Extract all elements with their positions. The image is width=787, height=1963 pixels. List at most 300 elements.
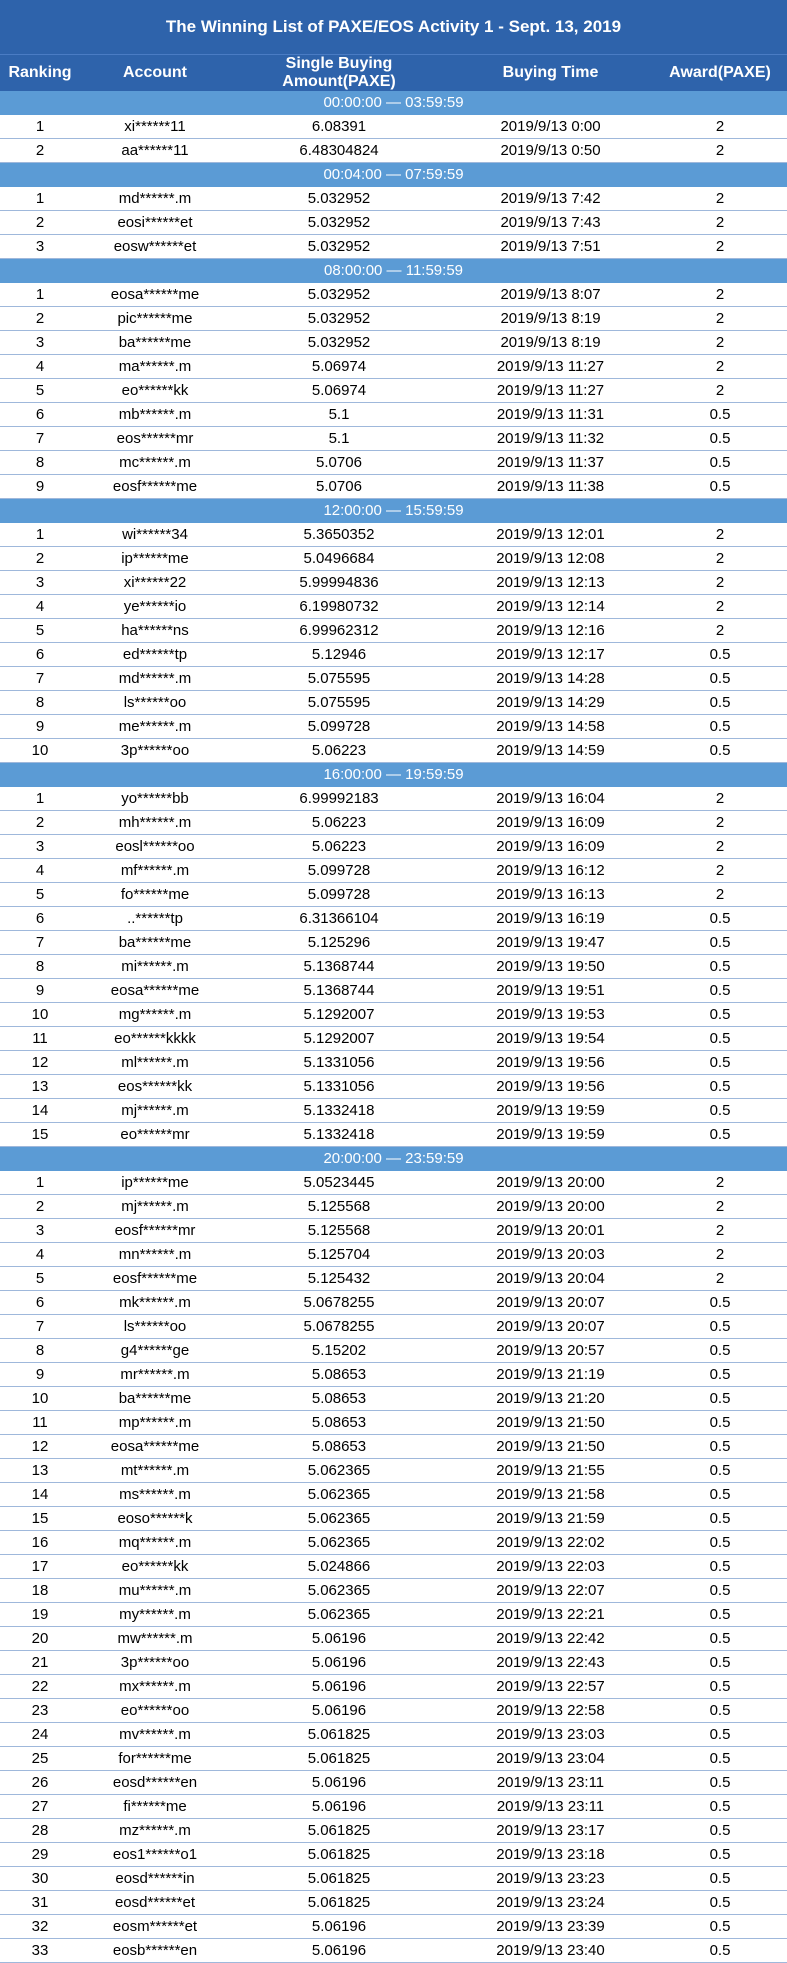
cell-account: wi******34 (80, 523, 230, 547)
cell-account: eos1******o1 (80, 1843, 230, 1867)
cell-award: 0.5 (653, 1291, 787, 1315)
table-row (0, 739, 787, 763)
table-row (0, 1699, 787, 1723)
table-row (0, 883, 787, 907)
cell-ranking: 5 (0, 1267, 80, 1291)
time-range-row (0, 91, 787, 115)
cell-amount: 5.06223 (230, 739, 448, 763)
cell-award: 2 (653, 1171, 787, 1195)
cell-account: me******.m (80, 715, 230, 739)
cell-account: mf******.m (80, 859, 230, 883)
cell-buying-time: 2019/9/13 16:09 (448, 835, 653, 859)
cell-ranking: 2 (0, 211, 80, 235)
cell-amount: 5.062365 (230, 1459, 448, 1483)
cell-account: mn******.m (80, 1243, 230, 1267)
cell-award: 0.5 (653, 1435, 787, 1459)
cell-amount: 5.032952 (230, 211, 448, 235)
cell-buying-time: 2019/9/13 20:01 (448, 1219, 653, 1243)
cell-award: 2 (653, 835, 787, 859)
cell-ranking: 25 (0, 1747, 80, 1771)
header-award: Award(PAXE) (653, 55, 787, 92)
cell-amount: 5.0678255 (230, 1291, 448, 1315)
table-row (0, 667, 787, 691)
cell-award: 0.5 (653, 1651, 787, 1675)
cell-account: ba******me (80, 331, 230, 355)
cell-buying-time: 2019/9/13 7:42 (448, 187, 653, 211)
table-row (0, 451, 787, 475)
cell-buying-time: 2019/9/13 12:08 (448, 547, 653, 571)
cell-amount: 5.06196 (230, 1795, 448, 1819)
cell-amount: 5.061825 (230, 1723, 448, 1747)
cell-account: mt******.m (80, 1459, 230, 1483)
cell-ranking: 7 (0, 931, 80, 955)
cell-buying-time: 2019/9/13 7:43 (448, 211, 653, 235)
cell-ranking: 18 (0, 1579, 80, 1603)
cell-account: eoso******k (80, 1507, 230, 1531)
cell-buying-time: 2019/9/13 12:14 (448, 595, 653, 619)
cell-buying-time: 2019/9/13 20:00 (448, 1171, 653, 1195)
cell-award: 0.5 (653, 931, 787, 955)
cell-amount: 5.06196 (230, 1771, 448, 1795)
cell-ranking: 1 (0, 787, 80, 811)
cell-ranking: 32 (0, 1915, 80, 1939)
table-row (0, 1123, 787, 1147)
table-row (0, 1891, 787, 1915)
cell-account: ma******.m (80, 355, 230, 379)
header-ranking: Ranking (0, 55, 80, 92)
cell-account: fo******me (80, 883, 230, 907)
cell-buying-time: 2019/9/13 8:07 (448, 283, 653, 307)
cell-ranking: 10 (0, 1003, 80, 1027)
cell-buying-time: 2019/9/13 14:58 (448, 715, 653, 739)
cell-account: eosm******et (80, 1915, 230, 1939)
table-row (0, 1507, 787, 1531)
cell-amount: 5.0706 (230, 451, 448, 475)
cell-buying-time: 2019/9/13 23:17 (448, 1819, 653, 1843)
cell-award: 0.5 (653, 955, 787, 979)
cell-award: 0.5 (653, 1603, 787, 1627)
cell-award: 2 (653, 523, 787, 547)
cell-buying-time: 2019/9/13 23:11 (448, 1771, 653, 1795)
cell-buying-time: 2019/9/13 23:40 (448, 1939, 653, 1963)
cell-buying-time: 2019/9/13 22:07 (448, 1579, 653, 1603)
cell-award: 0.5 (653, 1003, 787, 1027)
table-row (0, 979, 787, 1003)
cell-account: ye******io (80, 595, 230, 619)
cell-buying-time: 2019/9/13 16:13 (448, 883, 653, 907)
cell-amount: 5.032952 (230, 187, 448, 211)
cell-award: 2 (653, 1195, 787, 1219)
cell-amount: 5.06196 (230, 1627, 448, 1651)
cell-amount: 5.062365 (230, 1603, 448, 1627)
cell-ranking: 8 (0, 691, 80, 715)
cell-buying-time: 2019/9/13 19:56 (448, 1051, 653, 1075)
cell-buying-time: 2019/9/13 14:28 (448, 667, 653, 691)
cell-amount: 5.032952 (230, 283, 448, 307)
cell-account: eosf******me (80, 475, 230, 499)
cell-amount: 5.06974 (230, 355, 448, 379)
table-row (0, 115, 787, 139)
cell-account: md******.m (80, 187, 230, 211)
table-body (0, 91, 787, 1963)
cell-buying-time: 2019/9/13 20:03 (448, 1243, 653, 1267)
table-row (0, 235, 787, 259)
cell-award: 0.5 (653, 1027, 787, 1051)
cell-amount: 5.1368744 (230, 979, 448, 1003)
cell-buying-time: 2019/9/13 11:27 (448, 379, 653, 403)
cell-amount: 5.099728 (230, 883, 448, 907)
cell-award: 2 (653, 571, 787, 595)
cell-amount: 5.0706 (230, 475, 448, 499)
cell-award: 2 (653, 859, 787, 883)
cell-award: 0.5 (653, 1579, 787, 1603)
cell-amount: 5.1332418 (230, 1123, 448, 1147)
cell-buying-time: 2019/9/13 16:09 (448, 811, 653, 835)
cell-amount: 5.125568 (230, 1195, 448, 1219)
table-row (0, 1915, 787, 1939)
cell-account: eo******oo (80, 1699, 230, 1723)
cell-ranking: 13 (0, 1459, 80, 1483)
cell-amount: 6.31366104 (230, 907, 448, 931)
cell-buying-time: 2019/9/13 19:59 (448, 1123, 653, 1147)
table-row (0, 1867, 787, 1891)
cell-account: mg******.m (80, 1003, 230, 1027)
cell-buying-time: 2019/9/13 19:54 (448, 1027, 653, 1051)
cell-ranking: 27 (0, 1795, 80, 1819)
time-range-row (0, 259, 787, 283)
cell-ranking: 2 (0, 1195, 80, 1219)
cell-account: mi******.m (80, 955, 230, 979)
cell-award: 0.5 (653, 1099, 787, 1123)
cell-amount: 5.0496684 (230, 547, 448, 571)
cell-buying-time: 2019/9/13 16:12 (448, 859, 653, 883)
table-row (0, 835, 787, 859)
cell-ranking: 7 (0, 427, 80, 451)
cell-buying-time: 2019/9/13 23:11 (448, 1795, 653, 1819)
table-row (0, 523, 787, 547)
header-account: Account (80, 55, 230, 92)
cell-amount: 5.032952 (230, 331, 448, 355)
cell-buying-time: 2019/9/13 11:31 (448, 403, 653, 427)
cell-account: fi******me (80, 1795, 230, 1819)
cell-buying-time: 2019/9/13 20:07 (448, 1291, 653, 1315)
cell-account: mh******.m (80, 811, 230, 835)
cell-ranking: 5 (0, 619, 80, 643)
table-row (0, 1411, 787, 1435)
cell-ranking: 4 (0, 595, 80, 619)
cell-award: 0.5 (653, 1627, 787, 1651)
table-row (0, 1675, 787, 1699)
cell-ranking: 22 (0, 1675, 80, 1699)
cell-ranking: 4 (0, 1243, 80, 1267)
cell-account: eo******kk (80, 1555, 230, 1579)
table-row (0, 1723, 787, 1747)
cell-buying-time: 2019/9/13 21:50 (448, 1435, 653, 1459)
cell-account: my******.m (80, 1603, 230, 1627)
cell-account: eosd******en (80, 1771, 230, 1795)
cell-ranking: 1 (0, 283, 80, 307)
cell-ranking: 9 (0, 475, 80, 499)
cell-award: 0.5 (653, 1795, 787, 1819)
cell-ranking: 6 (0, 907, 80, 931)
cell-buying-time: 2019/9/13 21:50 (448, 1411, 653, 1435)
cell-award: 0.5 (653, 1699, 787, 1723)
cell-ranking: 15 (0, 1123, 80, 1147)
cell-amount: 5.032952 (230, 307, 448, 331)
table-row (0, 1603, 787, 1627)
cell-amount: 5.06223 (230, 811, 448, 835)
cell-account: mw******.m (80, 1627, 230, 1651)
table-row (0, 1219, 787, 1243)
cell-award: 0.5 (653, 979, 787, 1003)
time-range-label: 08:00:00 — 11:59:59 (0, 259, 787, 283)
cell-account: aa******11 (80, 139, 230, 163)
time-range-row (0, 1147, 787, 1171)
cell-ranking: 24 (0, 1723, 80, 1747)
cell-ranking: 3 (0, 235, 80, 259)
header-row (0, 55, 787, 92)
cell-amount: 5.062365 (230, 1507, 448, 1531)
cell-account: eosd******in (80, 1867, 230, 1891)
cell-buying-time: 2019/9/13 22:43 (448, 1651, 653, 1675)
cell-buying-time: 2019/9/13 22:02 (448, 1531, 653, 1555)
cell-award: 0.5 (653, 1363, 787, 1387)
cell-amount: 5.062365 (230, 1531, 448, 1555)
cell-award: 0.5 (653, 1483, 787, 1507)
cell-ranking: 10 (0, 1387, 80, 1411)
cell-award: 0.5 (653, 1531, 787, 1555)
cell-ranking: 10 (0, 739, 80, 763)
cell-award: 0.5 (653, 475, 787, 499)
cell-ranking: 13 (0, 1075, 80, 1099)
cell-amount: 6.19980732 (230, 595, 448, 619)
cell-amount: 5.0678255 (230, 1315, 448, 1339)
cell-amount: 6.08391 (230, 115, 448, 139)
cell-amount: 5.024866 (230, 1555, 448, 1579)
cell-award: 0.5 (653, 643, 787, 667)
cell-ranking: 17 (0, 1555, 80, 1579)
cell-ranking: 33 (0, 1939, 80, 1963)
cell-ranking: 15 (0, 1507, 80, 1531)
cell-amount: 5.99994836 (230, 571, 448, 595)
cell-amount: 5.099728 (230, 715, 448, 739)
table-row (0, 1771, 787, 1795)
cell-award: 0.5 (653, 1507, 787, 1531)
table-row (0, 1747, 787, 1771)
table-row (0, 1555, 787, 1579)
table-row (0, 595, 787, 619)
cell-buying-time: 2019/9/13 22:21 (448, 1603, 653, 1627)
cell-account: ip******me (80, 1171, 230, 1195)
cell-buying-time: 2019/9/13 12:13 (448, 571, 653, 595)
cell-amount: 5.1331056 (230, 1051, 448, 1075)
table-row (0, 1579, 787, 1603)
cell-ranking: 7 (0, 1315, 80, 1339)
table-row (0, 427, 787, 451)
cell-award: 0.5 (653, 427, 787, 451)
table-row (0, 931, 787, 955)
cell-buying-time: 2019/9/13 8:19 (448, 307, 653, 331)
cell-buying-time: 2019/9/13 19:47 (448, 931, 653, 955)
cell-award: 0.5 (653, 1747, 787, 1771)
cell-amount: 6.48304824 (230, 139, 448, 163)
cell-amount: 5.075595 (230, 691, 448, 715)
cell-buying-time: 2019/9/13 22:57 (448, 1675, 653, 1699)
cell-ranking: 26 (0, 1771, 80, 1795)
cell-ranking: 6 (0, 403, 80, 427)
cell-buying-time: 2019/9/13 21:59 (448, 1507, 653, 1531)
cell-buying-time: 2019/9/13 11:27 (448, 355, 653, 379)
cell-award: 0.5 (653, 1771, 787, 1795)
cell-account: eosi******et (80, 211, 230, 235)
table-row (0, 1459, 787, 1483)
cell-ranking: 2 (0, 547, 80, 571)
cell-buying-time: 2019/9/13 16:04 (448, 787, 653, 811)
cell-award: 0.5 (653, 1315, 787, 1339)
cell-award: 0.5 (653, 1939, 787, 1963)
table-row (0, 643, 787, 667)
cell-award: 0.5 (653, 715, 787, 739)
cell-buying-time: 2019/9/13 11:38 (448, 475, 653, 499)
table-row (0, 379, 787, 403)
cell-buying-time: 2019/9/13 20:00 (448, 1195, 653, 1219)
table-row (0, 1171, 787, 1195)
cell-amount: 5.125704 (230, 1243, 448, 1267)
cell-award: 2 (653, 547, 787, 571)
cell-account: mx******.m (80, 1675, 230, 1699)
cell-award: 2 (653, 307, 787, 331)
cell-award: 0.5 (653, 1891, 787, 1915)
cell-buying-time: 2019/9/13 11:32 (448, 427, 653, 451)
cell-ranking: 1 (0, 187, 80, 211)
cell-amount: 5.06974 (230, 379, 448, 403)
table-row (0, 547, 787, 571)
table-row (0, 955, 787, 979)
cell-ranking: 14 (0, 1483, 80, 1507)
cell-award: 0.5 (653, 1051, 787, 1075)
cell-account: 3p******oo (80, 739, 230, 763)
cell-award: 0.5 (653, 1915, 787, 1939)
cell-account: eos******kk (80, 1075, 230, 1099)
cell-buying-time: 2019/9/13 20:07 (448, 1315, 653, 1339)
cell-amount: 5.062365 (230, 1483, 448, 1507)
table-row (0, 1483, 787, 1507)
table-row (0, 1051, 787, 1075)
table-row (0, 571, 787, 595)
table-row (0, 1075, 787, 1099)
cell-award: 2 (653, 379, 787, 403)
cell-amount: 5.12946 (230, 643, 448, 667)
cell-account: eos******mr (80, 427, 230, 451)
table-row (0, 307, 787, 331)
cell-account: eo******kkkk (80, 1027, 230, 1051)
cell-ranking: 8 (0, 1339, 80, 1363)
cell-amount: 5.06223 (230, 835, 448, 859)
cell-award: 2 (653, 187, 787, 211)
cell-amount: 5.15202 (230, 1339, 448, 1363)
table-row (0, 1099, 787, 1123)
time-range-label: 12:00:00 — 15:59:59 (0, 499, 787, 523)
cell-buying-time: 2019/9/13 19:56 (448, 1075, 653, 1099)
cell-amount: 5.1368744 (230, 955, 448, 979)
cell-account: g4******ge (80, 1339, 230, 1363)
cell-amount: 5.06196 (230, 1675, 448, 1699)
cell-amount: 5.06196 (230, 1699, 448, 1723)
table-row (0, 1363, 787, 1387)
cell-account: ip******me (80, 547, 230, 571)
cell-ranking: 19 (0, 1603, 80, 1627)
cell-buying-time: 2019/9/13 20:57 (448, 1339, 653, 1363)
cell-account: eosa******me (80, 1435, 230, 1459)
table-row (0, 787, 787, 811)
table-row (0, 691, 787, 715)
cell-ranking: 3 (0, 1219, 80, 1243)
time-range-row (0, 763, 787, 787)
cell-amount: 5.125296 (230, 931, 448, 955)
cell-account: mp******.m (80, 1411, 230, 1435)
cell-award: 2 (653, 787, 787, 811)
cell-award: 0.5 (653, 1339, 787, 1363)
cell-account: ls******oo (80, 691, 230, 715)
cell-buying-time: 2019/9/13 22:03 (448, 1555, 653, 1579)
cell-ranking: 1 (0, 115, 80, 139)
cell-account: mu******.m (80, 1579, 230, 1603)
cell-award: 2 (653, 1219, 787, 1243)
cell-award: 2 (653, 595, 787, 619)
table-row (0, 1267, 787, 1291)
table-row (0, 1027, 787, 1051)
table-row (0, 355, 787, 379)
cell-account: md******.m (80, 667, 230, 691)
cell-buying-time: 2019/9/13 0:50 (448, 139, 653, 163)
cell-account: pic******me (80, 307, 230, 331)
cell-amount: 5.08653 (230, 1363, 448, 1387)
cell-award: 0.5 (653, 1387, 787, 1411)
cell-award: 0.5 (653, 1123, 787, 1147)
cell-ranking: 7 (0, 667, 80, 691)
cell-buying-time: 2019/9/13 12:16 (448, 619, 653, 643)
time-range-label: 00:00:00 — 03:59:59 (0, 91, 787, 115)
cell-ranking: 4 (0, 355, 80, 379)
cell-ranking: 29 (0, 1843, 80, 1867)
cell-account: ml******.m (80, 1051, 230, 1075)
cell-account: eosf******mr (80, 1219, 230, 1243)
cell-amount: 5.099728 (230, 859, 448, 883)
cell-buying-time: 2019/9/13 14:59 (448, 739, 653, 763)
cell-account: eosa******me (80, 979, 230, 1003)
cell-amount: 5.032952 (230, 235, 448, 259)
cell-amount: 5.061825 (230, 1891, 448, 1915)
cell-award: 0.5 (653, 403, 787, 427)
winning-list-table (0, 54, 787, 1963)
cell-buying-time: 2019/9/13 19:50 (448, 955, 653, 979)
cell-buying-time: 2019/9/13 21:19 (448, 1363, 653, 1387)
cell-buying-time: 2019/9/13 23:39 (448, 1915, 653, 1939)
cell-amount: 5.075595 (230, 667, 448, 691)
cell-ranking: 14 (0, 1099, 80, 1123)
table-row (0, 1339, 787, 1363)
cell-buying-time: 2019/9/13 20:04 (448, 1267, 653, 1291)
header-buying-time: Buying Time (448, 55, 653, 92)
table-row (0, 283, 787, 307)
table-row (0, 1627, 787, 1651)
cell-amount: 5.1 (230, 427, 448, 451)
cell-account: eosw******et (80, 235, 230, 259)
cell-account: yo******bb (80, 787, 230, 811)
cell-account: mk******.m (80, 1291, 230, 1315)
cell-award: 0.5 (653, 451, 787, 475)
cell-ranking: 11 (0, 1411, 80, 1435)
